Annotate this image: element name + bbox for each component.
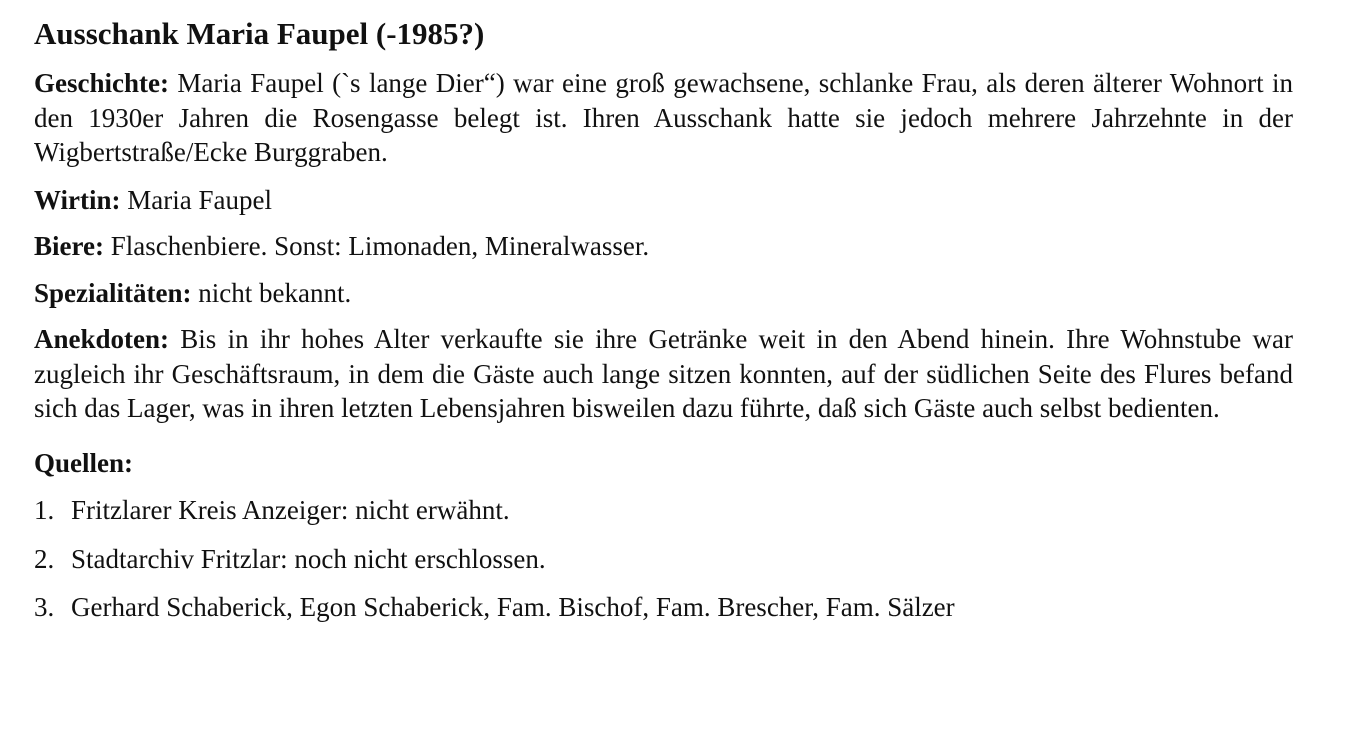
- biere-text: Flaschenbiere. Sonst: Limonaden, Mineralwasser.: [103, 231, 650, 262]
- wirtin-text: Maria Faupel: [120, 184, 272, 215]
- anekdoten-label: Anekdoten:: [34, 324, 170, 355]
- source-text: Stadtarchiv Fritzlar: noch nicht erschlossen.: [71, 543, 546, 574]
- spezialitaeten-paragraph: [34, 276, 1293, 311]
- source-text: Gerhard Schaberick, Egon Schaberick, Fam. Bischof, Fam. Brescher, Fam. Sälzer: [71, 592, 955, 623]
- spezialitaeten-label: Spezialitäten:: [34, 277, 192, 308]
- biere-paragraph: [34, 229, 1293, 264]
- geschichte-paragraph: [34, 66, 1293, 170]
- source-number: 2.: [34, 543, 55, 574]
- anekdoten-text: Bis in ihr hohes Alter verkaufte sie ihre Getränke weit in den Abend hinein. Ihre Wohnstube war zugleich ihr Geschäftsraum, in dem die Gäste auch lange sitzen konnten, auf der südlichen Seite des Flures befand sich das Lager, was in ihren letzten Lebensjahren bisweilen dazu führte, daß sich Gäste auch selbst bedienten.: [34, 324, 1293, 424]
- biere-label: Biere:: [34, 231, 104, 262]
- wirtin-label: Wirtin:: [34, 184, 121, 215]
- source-item-1: [34, 493, 1293, 528]
- quellen-heading: Quellen:: [34, 447, 133, 478]
- source-number: 1.: [34, 495, 55, 526]
- source-item-3: [34, 590, 1293, 625]
- geschichte-label: Geschichte:: [34, 68, 169, 99]
- spezialitaeten-text: nicht bekannt.: [191, 277, 352, 308]
- anekdoten-paragraph: [34, 322, 1293, 426]
- source-number: 3.: [34, 592, 55, 623]
- geschichte-text: Maria Faupel (`s lange Dier“) war eine groß gewachsene, schlanke Frau, als deren älterer Wohnort in den 1930er Jahren die Rosengasse belegt ist. Ihren Ausschank hatte sie jedoch mehrere Jahrzehnte in der Wigbertstraße/Ecke Burggraben.: [34, 68, 1293, 168]
- source-item-2: [34, 542, 1293, 577]
- wirtin-paragraph: [34, 183, 1293, 218]
- source-text: Fritzlarer Kreis Anzeiger: nicht erwähnt.: [71, 495, 510, 526]
- source-list: [34, 493, 1293, 625]
- page-title: Ausschank Maria Faupel (-1985?): [34, 16, 485, 51]
